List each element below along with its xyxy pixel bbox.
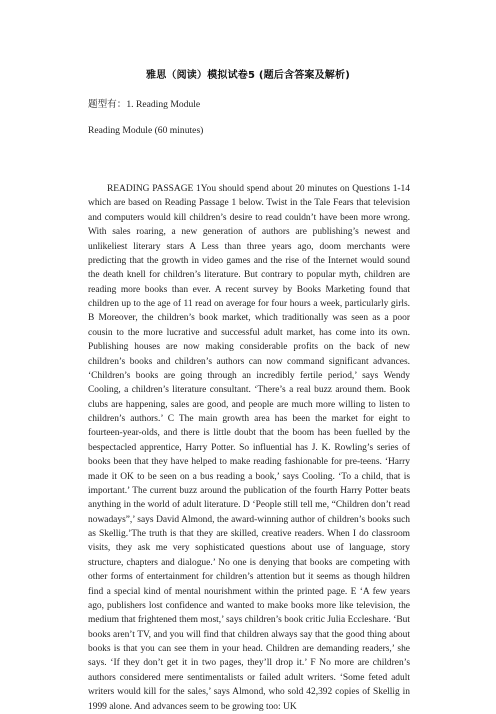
document-title: 雅思（阅读）模拟试卷5 (题后含答案及解析): [146, 70, 350, 81]
section-heading: Reading Module (60 minutes): [88, 125, 204, 136]
question-type-line: 题型有：1. Reading Module: [88, 99, 201, 110]
passage-body: READING PASSAGE 1You should spend about 20 minutes on Questions 1-14 which are based on Reading Passage 1 below. Twist in the Tale Fears that television and computers would kill children’s desire to read couldn’t have been more wrong. With sales roaring, a new generation of authors are publishing’s newest and unlikeliest literary stars A Less than three years ago, doom merchants were predicting that the growth in video games and the rise of the Internet would sound the death knell for children’s literature. But contrary to popular myth, children are reading more books than ever. A recent survey by Books Marketing found that children up to the age of 11 read on average for four hours a week, particularly girls. B Moreover, the children’s book market, which traditionally was seen as a poor cousin to the more lucrative and successful adult market, has come into its own. Publishing houses are now making considerable profits on the back of new children’s books and children’s authors can now command significant advances. ‘Children’s books are going through an incredibly fertile period,’ says Wendy Cooling, a children’s literature consultant. ‘There’s a real buzz around them. Book clubs are happening, sales are good, and people are much more willing to listen to children’s authors.’ C The main growth area has been the market for eight to fourteen-year-olds, and there is little doubt that the boom has been fuelled by the bespectacled apprentice, Harry Potter. So influential has J. K. Rowling’s series of books been that they have helped to make reading fashionable for pre-teens. ‘Harry made it OK to be seen on a bus reading a book,’ says Cooling. ‘To a child, that is important.’ The current buzz around the publication of the fourth Harry Potter beats anything in the world of adult literature. D ‘People still tell me, “Children don’t read nowadays”,’ says David Almond, the award-winning author of children’s books such as Skellig.’The truth is that they are skilled, creative readers. When I do classroom visits, they ask me very sophisticated questions about use of language, story structure, chapters and dialogue.’ No one is denying that books are competing with other forms of entertainment for children’s attention but it seems as though hildren find a special kind of mental nourishment within the printed page. E ‘A few years ago, publishers lost confidence and wanted to make books more like television, the medium that frightened them most,’ says children’s book critic Julia Eccleshare. ‘But books aren’t TV, and you will find that children always say that the good thing about books is that you can see them in your head. Children are demanding readers,’ she says. ‘If they don’t get it in two pages, they’ll drop it.’ F No more are children’s authors considered mere sentimentalists or failed adult writers. ‘Some feted adult writers would kill for the sales,’ says Almond, who sold 42,392 copies of Skellig in 1999 alone. And advances seem to be growing too: UK: [88, 184, 410, 712]
